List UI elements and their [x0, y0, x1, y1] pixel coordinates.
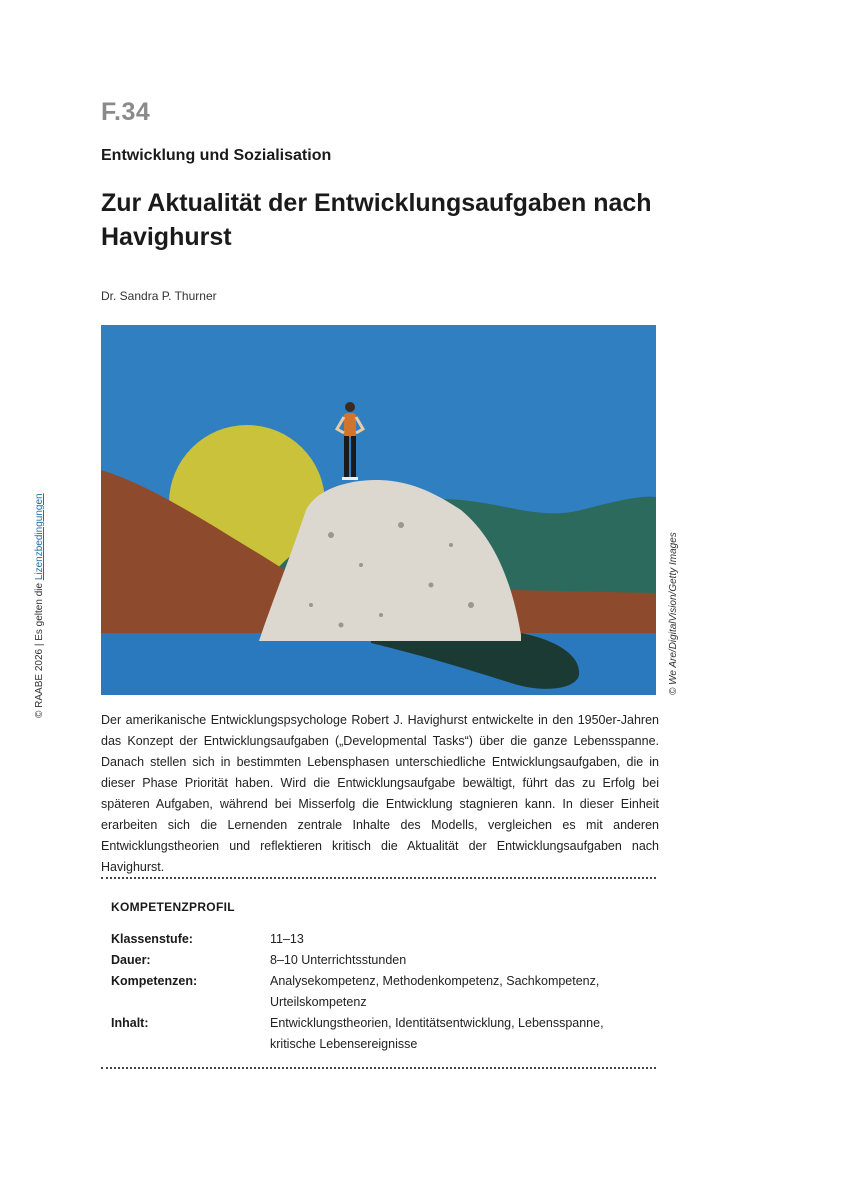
document-code: F.34	[101, 98, 151, 126]
intro-paragraph: Der amerikanische Entwicklungspsychologe Robert J. Havighurst entwickelte in den 1950er-Jahren das Konzept der Entwicklungsaufgaben („Developmental Tasks“) über die ganze Lebensspanne. Danach stellen sich in bestimmten Lebensphasen unterschiedliche Entwicklungsaufgaben, die in dieser Phase Priorität haben. Wird die Entwicklungsaufgabe bewältigt, führt das zu Erfolg bei späteren Aufgaben, während bei Misserfolg die Entwicklung stagnieren kann. In dieser Einheit erarbeiten sich die Lernenden zentrale Inhalte des Modells, vergleichen es mit anderen Entwicklungstheorien und reflektieren kritisch die Aktualität der Entwicklungsaufgaben nach Havighurst.	[101, 713, 659, 874]
profile-row-content	[111, 1013, 651, 1055]
license-prefix: © RAABE 2026 | Es gelten die	[34, 580, 45, 718]
profile-label: Kompetenzen:	[111, 974, 198, 988]
profile-row-grade	[111, 929, 651, 950]
page-title: Zur Aktualität der Entwicklungsaufgaben nach Havighurst	[101, 189, 652, 251]
profile-label: Klassenstufe:	[111, 932, 193, 946]
wooden-hill-right	[511, 590, 656, 635]
license-link[interactable]: Lizenzbedingungen	[34, 493, 45, 581]
profile-label: Inhalt:	[111, 1016, 149, 1030]
profile-value: Analysekompetenz, Methodenkompetenz, Sachkompetenz, Urteilskompetenz	[270, 974, 600, 1009]
profile-value: Entwicklungstheorien, Identitätsentwicklung, Lebensspanne, kritische Lebensereignisse	[270, 1016, 604, 1051]
competence-profile	[111, 929, 651, 1055]
profile-row-competencies	[111, 971, 651, 1013]
image-credit: © We Are/DigitalVision/Getty Images	[668, 532, 679, 695]
hero-illustration	[101, 325, 656, 695]
profile-row-duration	[111, 950, 651, 971]
subject-heading: Entwicklung und Sozialisation	[101, 147, 332, 164]
top-divider	[101, 877, 656, 879]
author-name: Dr. Sandra P. Thurner	[101, 289, 217, 303]
profile-value: 11–13	[270, 932, 304, 946]
bottom-divider	[101, 1067, 656, 1069]
profile-title: KOMPETENZPROFIL	[111, 900, 235, 914]
profile-value: 8–10 Unterrichtsstunden	[270, 953, 407, 967]
profile-label: Dauer:	[111, 953, 151, 967]
license-note	[34, 493, 45, 718]
